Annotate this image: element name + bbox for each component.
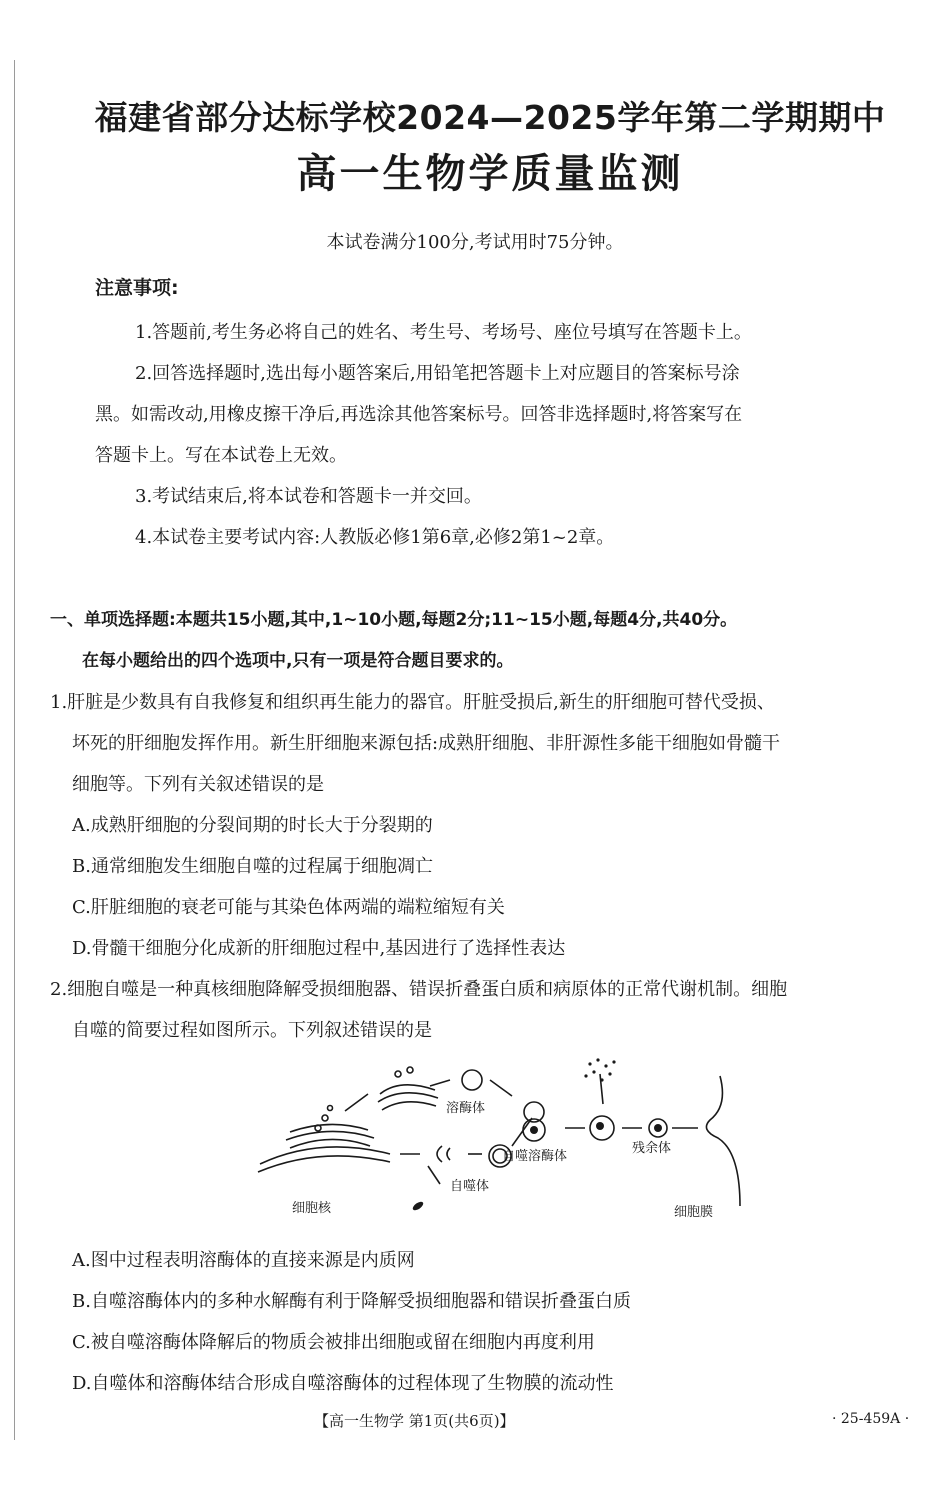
q1-option-d: D.骨髓干细胞分化成新的肝细胞过程中,基因进行了选择性表达 [72, 938, 566, 959]
binding-margin-line [14, 60, 15, 1440]
q1-option-c: C.肝脏细胞的衰老可能与其染色体两端的端粒缩短有关 [72, 897, 505, 918]
autolysosome-content [530, 1126, 538, 1134]
golgi-cisterna [382, 1102, 436, 1110]
nucleus-envelope-inner [258, 1156, 390, 1172]
phagophore [437, 1146, 442, 1162]
notice-line-2b: 黑。如需改动,用橡皮擦干净后,再选涂其他答案标号。回答非选择题时,将答案写在 [95, 404, 743, 425]
label-autophagosome: 自噬体 [450, 1179, 490, 1194]
notice-line-3: 3.考试结束后,将本试卷和答题卡一并交回。 [135, 486, 482, 507]
digest-content [596, 1122, 604, 1130]
residual-content [654, 1124, 662, 1132]
q2-option-d: D.自噬体和溶酶体结合形成自噬溶酶体的过程体现了生物膜的流动性 [72, 1373, 614, 1394]
exam-title-line2: 高一生物学质量监测 [296, 151, 684, 197]
label-nucleus: 细胞核 [292, 1201, 332, 1216]
phagophore [447, 1148, 450, 1160]
q2-stem-line1: 2.细胞自噬是一种真核细胞降解受损细胞器、错误折叠蛋白质和病原体的正常代谢机制。细胞 [50, 979, 788, 1000]
exam-title-line1: 福建省部分达标学校2024—2025学年第二学期期中 [94, 98, 886, 137]
label-lysosome: 溶酶体 [446, 1101, 486, 1116]
notice-line-1: 1.答题前,考生务必将自己的姓名、考生号、考场号、座位号填写在答题卡上。 [135, 322, 752, 343]
golgi-cisterna [378, 1093, 438, 1102]
arrow [512, 1118, 532, 1146]
q1-option-b: B.通常细胞发生细胞自噬的过程属于细胞凋亡 [72, 856, 433, 877]
page-footer: 【高一生物学 第1页(共6页)】 [314, 1412, 515, 1430]
autophagy-diagram [250, 1056, 750, 1228]
arrow [430, 1080, 450, 1086]
notice-title: 注意事项: [95, 277, 179, 299]
q1-stem-line3: 细胞等。下列有关叙述错误的是 [72, 774, 324, 795]
label-residual-body: 残余体 [632, 1141, 672, 1156]
exam-info: 本试卷满分100分,考试用时75分钟。 [326, 232, 624, 253]
arrow [490, 1080, 512, 1096]
notice-line-2a: 2.回答选择题时,选出每小题答案后,用铅笔把答题卡上对应题目的答案标号涂 [135, 363, 740, 384]
notice-line-4: 4.本试卷主要考试内容:人教版必修1第6章,必修2第1~2章。 [135, 527, 615, 548]
label-cell-membrane: 细胞膜 [674, 1205, 714, 1220]
notice-line-2c: 答题卡上。写在本试卷上无效。 [95, 445, 347, 466]
vesicle [407, 1067, 413, 1073]
vesicle [395, 1071, 401, 1077]
arrow [345, 1094, 368, 1111]
q2-option-a: A.图中过程表明溶酶体的直接来源是内质网 [72, 1250, 415, 1271]
lysosome [462, 1070, 482, 1090]
label-autolysosome: 自噬溶酶体 [502, 1149, 568, 1164]
exam-code: · 25-459A · [832, 1411, 910, 1427]
damaged-organelle [411, 1200, 424, 1212]
section1-subheading: 在每小题给出的四个选项中,只有一项是符合题目要求的。 [82, 651, 514, 671]
cell-membrane [706, 1076, 740, 1206]
q1-option-a: A.成熟肝细胞的分裂间期的时长大于分裂期的 [72, 815, 433, 836]
vesicle [322, 1115, 328, 1121]
q1-stem-line1: 1.肝脏是少数具有自我修复和组织再生能力的器官。肝脏受损后,新生的肝细胞可替代受损、 [50, 692, 775, 713]
vesicle [328, 1106, 333, 1111]
q1-stem-line2: 坏死的肝细胞发挥作用。新生肝细胞来源包括:成熟肝细胞、非肝源性多能干细胞如骨髓干 [72, 733, 781, 754]
section1-heading: 一、单项选择题:本题共15小题,其中,1~10小题,每题2分;11~15小题,每题4分,共40分。 [50, 610, 738, 630]
q2-option-b: B.自噬溶酶体内的多种水解酶有利于降解受损细胞器和错误折叠蛋白质 [72, 1291, 631, 1312]
q2-option-c: C.被自噬溶酶体降解后的物质会被排出细胞或留在细胞内再度利用 [72, 1332, 595, 1353]
q2-stem-line2: 自噬的简要过程如图所示。下列叙述错误的是 [72, 1020, 432, 1041]
arrow [428, 1166, 440, 1184]
nucleus-envelope [260, 1147, 390, 1164]
